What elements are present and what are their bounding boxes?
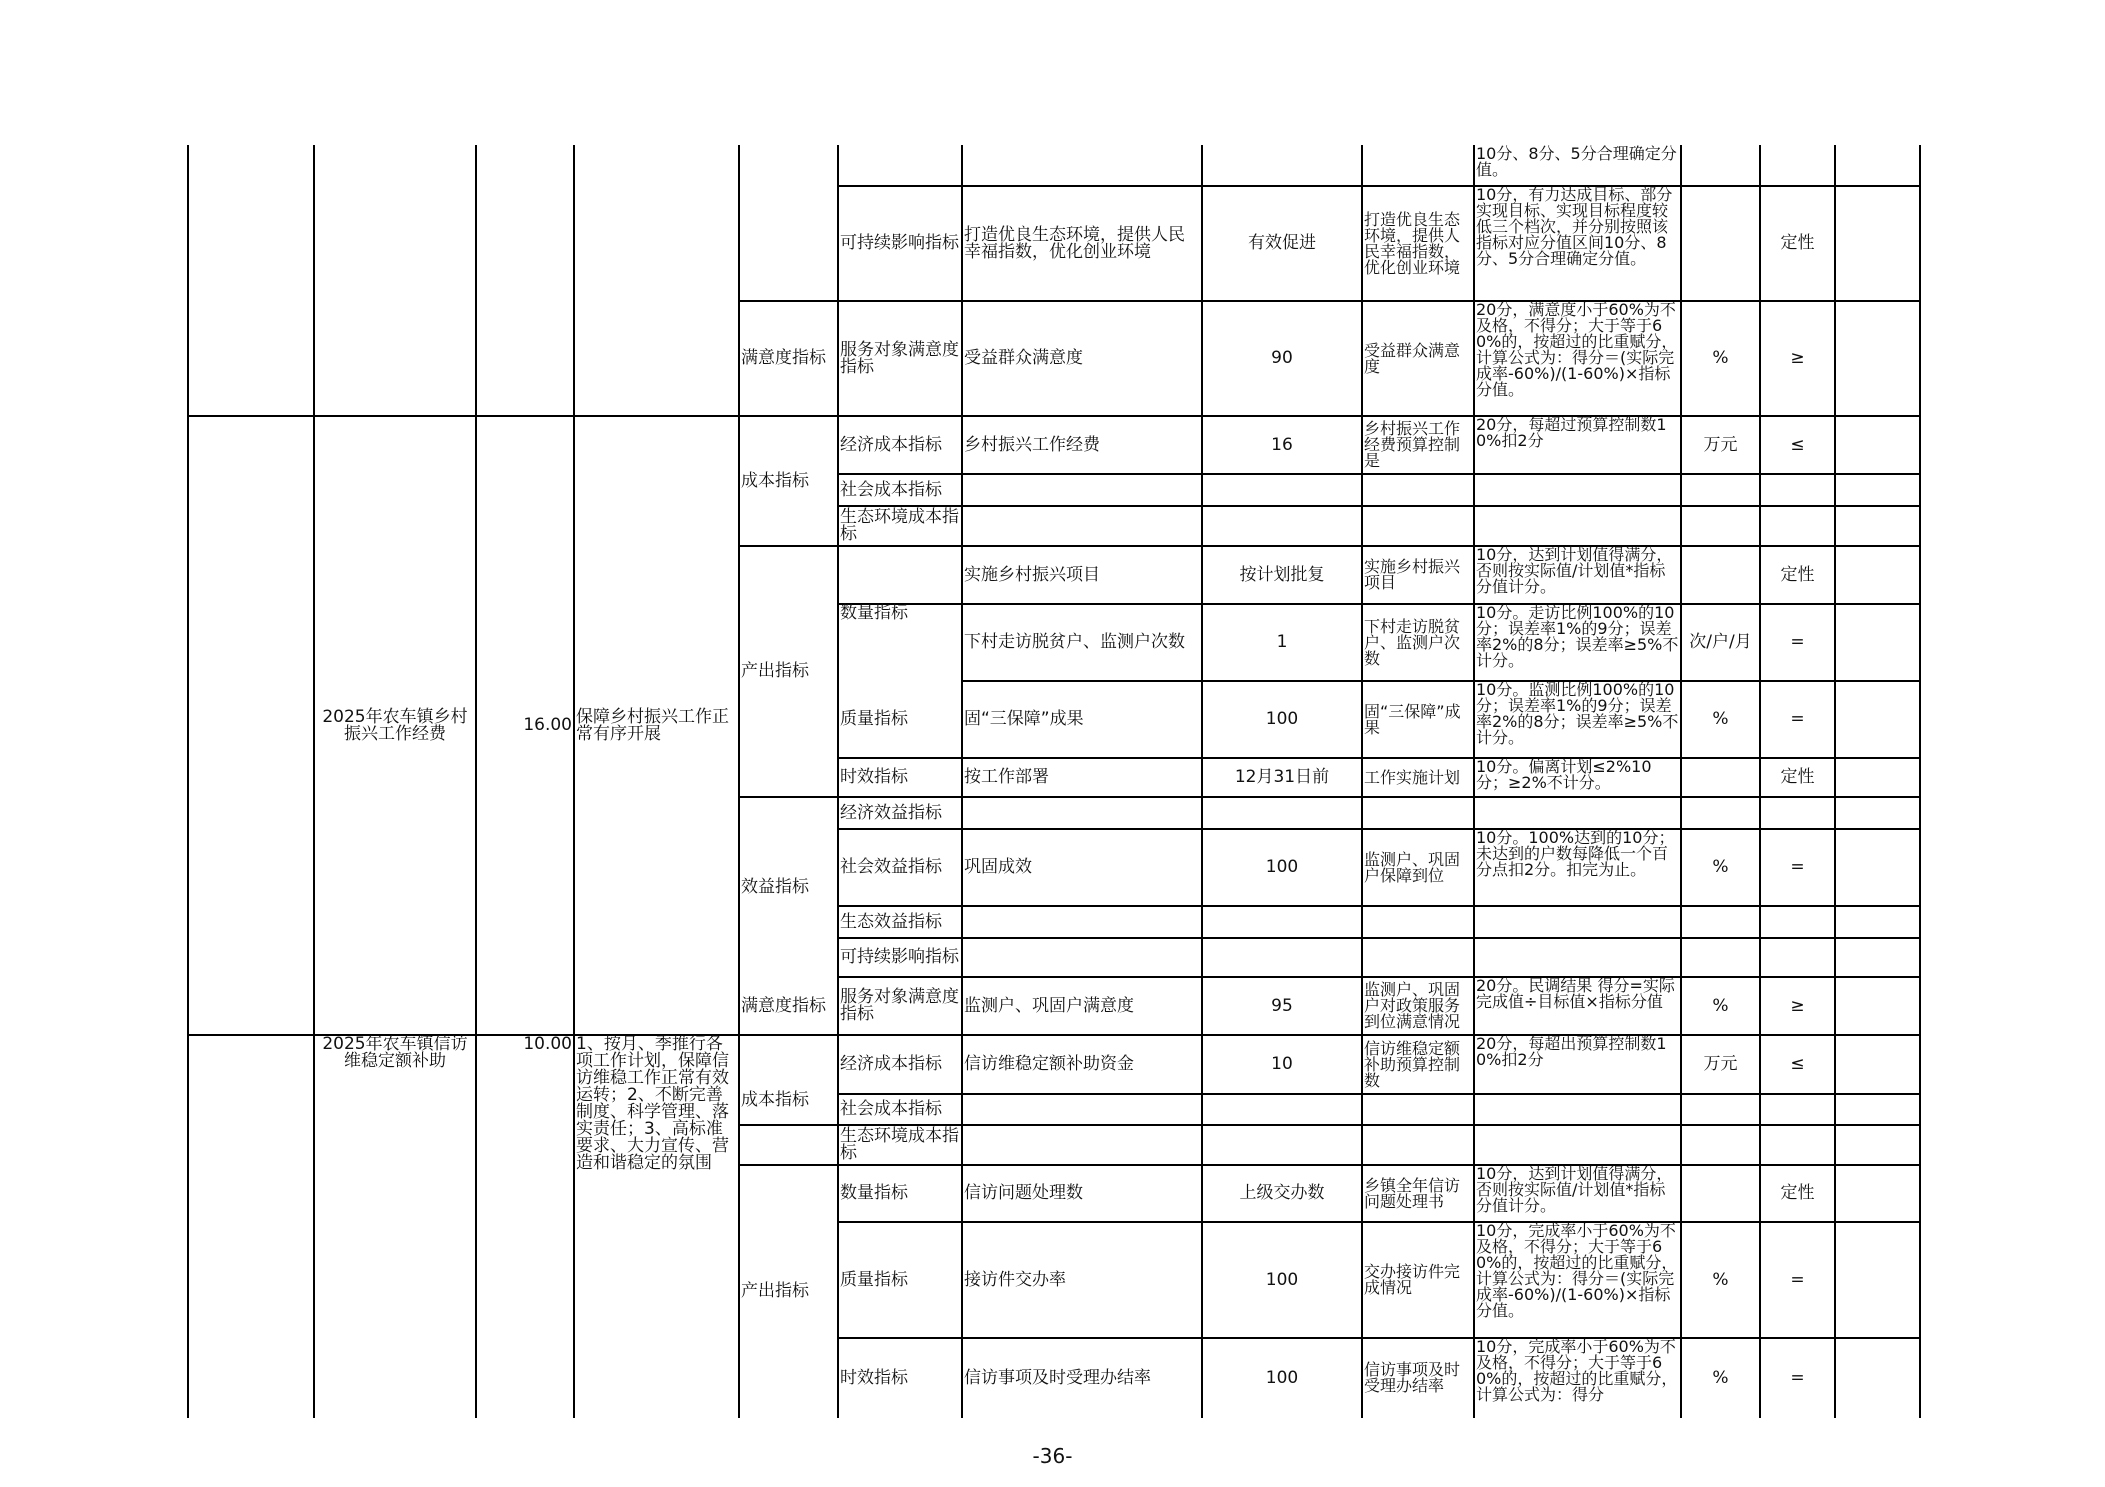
unit-cell: %: [1712, 348, 1729, 368]
scoring-rule-cell: 10分。走访比例100%的10分；误差率1%的9分；误差率2%的8分；误差率≥5%不计分。: [1476, 604, 1679, 670]
category-cell: 产出指标: [741, 661, 809, 681]
indicator-cell: 固“三保障”成果: [964, 709, 1084, 729]
category-cell: 满意度指标: [741, 348, 826, 368]
project-goal-cell: 1、按月、季推行各项工作计划，保障信访维稳工作正常有效运转；2、不断完善制度、科学管理、落实责任；3、高标准要求、大力宣传、营造和谐稳定的氛围: [576, 1035, 729, 1173]
direction-cell: =: [1790, 857, 1805, 877]
table-rule: [188, 1034, 314, 1036]
category-cell: 满意度指标: [741, 995, 826, 1016]
sub-category-cell: 服务对象满意度指标: [840, 987, 959, 1024]
scoring-rule-cell: 10分。100%达到的10分；未达到的户数每降低一个百分点扣2分。扣完为止。: [1476, 829, 1675, 879]
target-value-cell: 90: [1271, 348, 1293, 368]
basis-cell: 乡镇全年信访问题处理书: [1364, 1175, 1461, 1211]
sub-category-cell: 经济成本指标: [840, 1054, 942, 1074]
target-value-cell: 10: [1271, 1054, 1293, 1074]
indicator-cell: 信访维稳定额补助资金: [964, 1054, 1134, 1074]
target-value-cell: 100: [1265, 709, 1299, 729]
target-value-cell: 16: [1271, 434, 1293, 455]
scoring-rule-cell: 20分，满意度小于60%为不及格，不得分；大于等于60%的，按超过的比重赋分，计算公式为：得分＝(实际完成率-60%)/(1-60%)×指标分值。: [1476, 301, 1678, 399]
basis-cell: 下村走访脱贫户、监测户次数: [1364, 616, 1461, 668]
page-number: -36-: [1032, 1444, 1073, 1468]
table-rule: [1919, 145, 1921, 1418]
direction-cell: 定性: [1780, 564, 1815, 585]
unit-cell: %: [1712, 857, 1729, 877]
direction-cell: ≤: [1790, 1054, 1805, 1074]
category-cell: 效益指标: [741, 876, 809, 897]
project-amount-cell: 16.00: [523, 715, 572, 735]
sub-category-cell: 可持续影响指标: [840, 233, 959, 253]
sub-category-cell: 社会效益指标: [840, 857, 942, 877]
target-value-cell: 95: [1271, 995, 1293, 1016]
project-name-cell: 2025年农车镇乡村振兴工作经费: [322, 706, 468, 744]
scoring-rule-cell: 10分，有力达成目标、部分实现目标、实现目标程度较低三个档次，并分别按照该指标对应分值区间10分、8分、5分合理确定分值。: [1476, 186, 1673, 268]
indicator-cell: 按工作部署: [964, 767, 1049, 787]
unit-cell: %: [1712, 995, 1729, 1016]
project-amount-cell: 10.00: [523, 1035, 572, 1054]
target-value-cell: 有效促进: [1248, 233, 1316, 253]
sub-category-cell: 时效指标: [840, 767, 908, 787]
category-cell: 产出指标: [741, 1281, 809, 1301]
direction-cell: =: [1790, 1269, 1805, 1290]
direction-cell: 定性: [1780, 233, 1815, 253]
table-rule: [187, 145, 189, 1418]
project-name-cell: 2025年农车镇信访维稳定额补助: [322, 1035, 468, 1071]
unit-cell: %: [1712, 1269, 1729, 1290]
sub-category-cell: 经济效益指标: [840, 802, 942, 823]
table-rule: [962, 1124, 1920, 1126]
basis-cell: 固“三保障”成果: [1364, 701, 1461, 737]
scoring-rule-cell: 10分，达到计划值得满分，否则按实际值/计划值*指标分值计分。: [1476, 546, 1673, 596]
sub-category-cell: 数量指标: [840, 603, 908, 623]
sub-category-cell: 可持续影响指标: [840, 947, 959, 967]
category-cell: 成本指标: [741, 1089, 809, 1110]
direction-cell: 定性: [1780, 767, 1815, 787]
indicator-cell: 下村走访脱贫户、监测户次数: [964, 632, 1185, 652]
target-value-cell: 100: [1265, 1269, 1299, 1290]
sub-category-cell: 质量指标: [840, 709, 908, 729]
direction-cell: ≤: [1790, 434, 1805, 455]
basis-cell: 信访事项及时受理办结率: [1364, 1360, 1461, 1395]
direction-cell: ≥: [1790, 348, 1805, 368]
target-value-cell: 12月31日前: [1234, 767, 1330, 787]
indicator-cell: 受益群众满意度: [964, 348, 1083, 368]
basis-cell: 打造优良生态环境，提供人民幸福指数，优化创业环境: [1364, 209, 1461, 277]
table-rule: [962, 505, 1920, 507]
scoring-rule-cell: 10分，达到计划值得满分，否则按实际值/计划值*指标分值计分。: [1476, 1165, 1673, 1215]
indicator-cell: 信访问题处理数: [964, 1183, 1083, 1203]
basis-cell: 交办接访件完成情况: [1364, 1262, 1461, 1297]
sub-category-cell: 数量指标: [840, 1183, 908, 1203]
sub-category-cell: 生态效益指标: [840, 911, 942, 932]
scoring-rule-cell: 20分，每超过预算控制数10%扣2分: [1476, 416, 1667, 450]
basis-cell: 实施乡村振兴项目: [1364, 557, 1461, 592]
scoring-rule-cell: 20分，每超出预算控制数10%扣2分: [1476, 1035, 1667, 1069]
sub-category-cell: 时效指标: [840, 1367, 908, 1388]
direction-cell: 定性: [1780, 1183, 1815, 1203]
unit-cell: 万元: [1703, 1054, 1738, 1074]
unit-cell: %: [1712, 1367, 1729, 1388]
basis-cell: 乡村振兴工作经费预算控制是: [1364, 419, 1461, 470]
sub-category-cell: 社会成本指标: [840, 1099, 942, 1119]
sub-category-cell: 生态环境成本指标: [840, 507, 959, 544]
sub-category-cell: 经济成本指标: [840, 434, 942, 455]
table-rule: [962, 937, 1920, 939]
target-value-cell: 1: [1276, 632, 1288, 652]
basis-cell: 监测户、巩固户保障到位: [1364, 849, 1461, 885]
sub-category-cell: 生态环境成本指标: [840, 1126, 959, 1163]
target-value-cell: 100: [1265, 857, 1299, 877]
sub-category-cell: 社会成本指标: [840, 479, 942, 500]
indicator-cell: 巩固成效: [964, 857, 1032, 877]
target-value-cell: 100: [1265, 1367, 1299, 1388]
unit-cell: %: [1712, 709, 1729, 729]
unit-cell: 万元: [1703, 434, 1738, 455]
target-value-cell: 按计划批复: [1239, 564, 1325, 585]
basis-cell: 监测户、巩固户对政策服务到位满意情况: [1364, 980, 1461, 1031]
direction-cell: ≥: [1790, 995, 1805, 1016]
target-value-cell: 上级交办数: [1239, 1183, 1325, 1203]
scoring-rule-cell: 20分。民调结果 得分=实际完成值÷目标值×指标分值: [1476, 977, 1675, 1011]
indicator-cell: 打造优良生态环境，提供人民幸福指数，优化创业环境: [964, 224, 1185, 262]
basis-cell: 工作实施计划: [1364, 767, 1461, 787]
table-rule: [188, 415, 314, 417]
indicator-cell: 监测户、巩固户满意度: [964, 995, 1134, 1016]
indicator-cell: 乡村振兴工作经费: [964, 434, 1100, 455]
scoring-rule-cell: 10分。监测比例100%的10分；误差率1%的9分；误差率2%的8分；误差率≥5%不计分。: [1476, 681, 1679, 747]
unit-cell: 次/户/月: [1689, 632, 1752, 652]
indicator-cell: 实施乡村振兴项目: [964, 564, 1100, 585]
direction-cell: =: [1790, 709, 1805, 729]
project-goal-cell: 保障乡村振兴工作正常有序开展: [576, 706, 729, 744]
sub-category-cell: 服务对象满意度指标: [840, 339, 959, 377]
direction-cell: =: [1790, 1367, 1805, 1388]
scoring-rule-cell: 10分，完成率小于60%为不及格，不得分；大于等于60%的，按超过的比重赋分，计算公式为：得分＝(实际完成率-60%)/(1-60%)×指标分值。: [1476, 1222, 1678, 1320]
basis-cell: 受益群众满意度: [1364, 340, 1461, 376]
scoring-rule-cell: 10分，完成率小于60%为不及格，不得分；大于等于60%的，按超过的比重赋分，计算公式为：得分: [1476, 1338, 1678, 1404]
indicator-cell: 接访件交办率: [964, 1269, 1066, 1290]
category-cell: 成本指标: [741, 470, 809, 491]
sub-category-cell: 质量指标: [840, 1269, 908, 1290]
indicator-cell: 信访事项及时受理办结率: [964, 1367, 1151, 1388]
scoring-rule-cell: 10分、8分、5分合理确定分值。: [1476, 145, 1677, 179]
basis-cell: 信访维稳定额补助预算控制数: [1364, 1038, 1461, 1090]
direction-cell: =: [1790, 632, 1805, 652]
scoring-rule-cell: 10分。偏离计划≤2%10分；≥2%不计分。: [1476, 758, 1652, 792]
